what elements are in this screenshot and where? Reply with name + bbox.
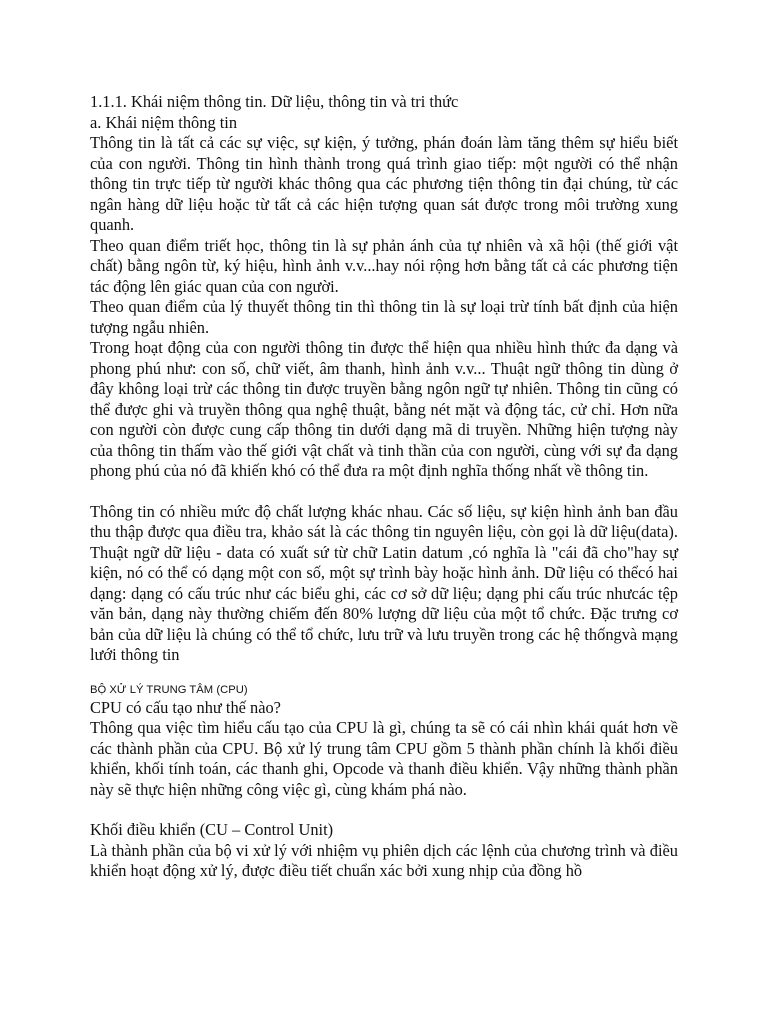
control-unit-heading: Khối điều khiển (CU – Control Unit) bbox=[90, 820, 334, 839]
section-title: 1.1.1. Khái niệm thông tin. Dữ liệu, thông tin và tri thức bbox=[90, 92, 459, 111]
document-body bbox=[90, 92, 678, 882]
paragraph-control-unit: Là thành phần của bộ vi xử lý với nhiệm vụ phiên dịch các lệnh của chương trình và điều khiển hoạt động xử lý, được điều tiết chuẩn xác bởi xung nhịp của đồng hồ bbox=[90, 840, 678, 880]
paragraph-definition: Thông tin là tất cả các sự việc, sự kiện, ý tưởng, phán đoán làm tăng thêm sự hiểu biết của con người. Thông tin hình thành trong quá trình giao tiếp: một người có thể nhận thông tin trực tiếp từ người khác thông qua các phương tiện thông tin đại chúng, từ các ngân hàng dữ liệu hoặc từ tất cả các hiện tượng quan sát được trong môi trường xung quanh. bbox=[90, 133, 678, 234]
paragraph-cpu-components: Thông qua việc tìm hiểu cấu tạo của CPU là gì, chúng ta sẽ có cái nhìn khái quát hơn về các thành phần của CPU. Bộ xử lý trung tâm CPU gồm 5 thành phần chính là khối điều khiển, khối tính toán, các thanh ghi, Opcode và thanh điều khiển. Vậy những thành phần này sẽ thực hiện những công việc gì, cùng khám phá nào. bbox=[90, 718, 678, 799]
paragraph-information-theory: Theo quan điểm của lý thuyết thông tin thì thông tin là sự loại trừ tính bất định của hiện tượng ngẫu nhiên. bbox=[90, 297, 678, 337]
paragraph-forms: Trong hoạt động của con người thông tin được thể hiện qua nhiều hình thức đa dạng và phong phú như: con số, chữ viết, âm thanh, hình ảnh v.v... Thuật ngữ thông tin dùng ở đây không loại trừ các thông tin được truyền bằng ngôn ngữ tự nhiên. Thông tin cũng có thể được ghi và truyền thông qua nghệ thuật, bằng nét mặt và động tác, cử chỉ. Hơn nữa con người còn được cung cấp thông tin dưới dạng mã di truyền. Những hiện tượng này của thông tin thấm vào thế giới vật chất và tinh thần của con người, cùng với sự đa dạng phong phú của nó đã khiến khó có thể đưa ra một định nghĩa thống nhất về thông tin. bbox=[90, 338, 678, 480]
cpu-heading: BỘ XỬ LÝ TRUNG TÂM (CPU) bbox=[90, 683, 248, 696]
paragraph-spacer bbox=[90, 666, 678, 679]
paragraph-spacer bbox=[90, 800, 678, 820]
paragraph-spacer bbox=[90, 482, 678, 502]
paragraph-philosophy: Theo quan điểm triết học, thông tin là sự phản ánh của tự nhiên và xã hội (thế giới vật chất) bằng ngôn từ, ký hiệu, hình ảnh v.v...hay nói rộng hơn bằng tất cả các phương tiện tác động lên giác quan của con người. bbox=[90, 235, 678, 296]
subsection-title: a. Khái niệm thông tin bbox=[90, 112, 238, 132]
cpu-question: CPU có cấu tạo như thế nào? bbox=[90, 697, 281, 717]
paragraph-data-quality: Thông tin có nhiều mức độ chất lượng khác nhau. Các số liệu, sự kiện hình ảnh ban đầu thu thập được qua điều tra, khảo sát là các thông tin nguyên liệu, còn gọi là dữ liệu(data). Thuật ngữ dữ liệu - data có xuất sứ từ chữ Latin datum ,có nghĩa là "cái đã cho"hay sự kiện, nó có thể có dạng một con số, một sự trình bày hoặc hình ảnh. Dữ liệu có thểcó hai dạng: dạng có cấu trúc như các biểu ghi, các cơ sở dữ liệu; dạng phi cấu trúc nhưcác tệp văn bản, dạng này thường chiếm đến 80% lượng dữ liệu của một tổ chức. Đặc trưng cơ bản của dữ liệu là chúng có thể tổ chức, lưu trữ và lưu truyền trong các hệ thốngvà mạng lưới thông tin bbox=[90, 501, 678, 664]
